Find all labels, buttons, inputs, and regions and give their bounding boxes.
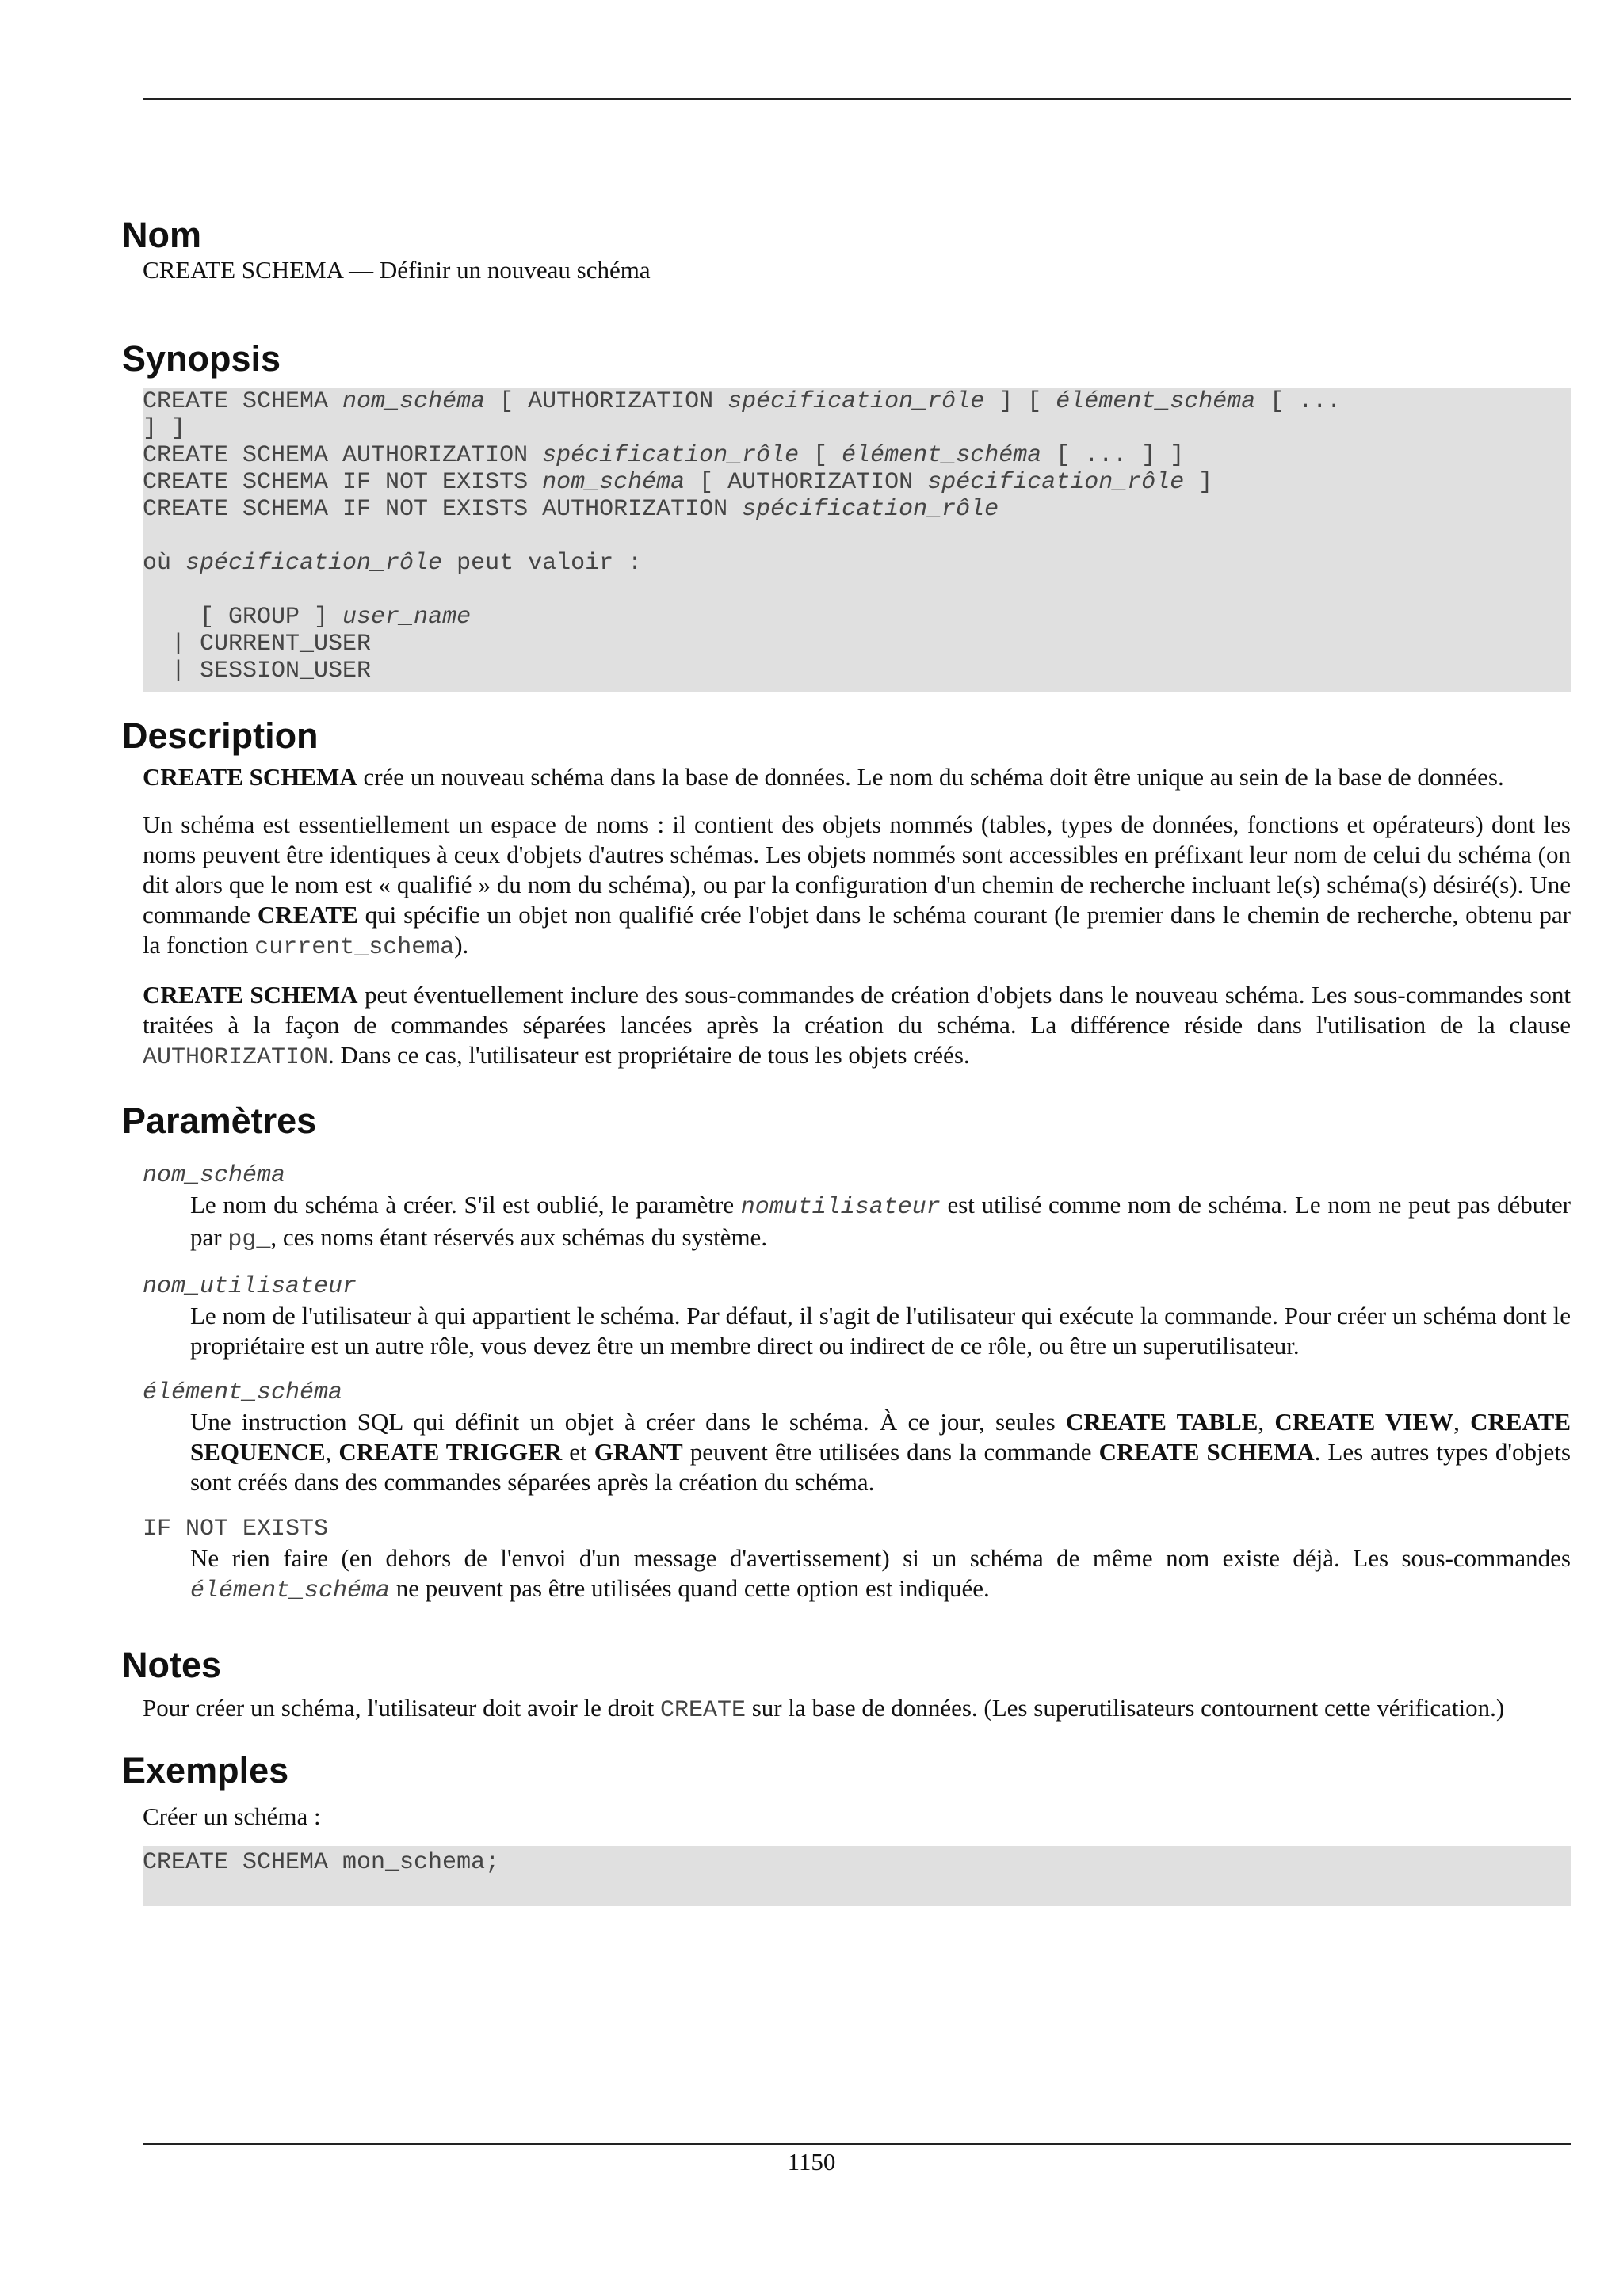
section-heading-synopsis: Synopsis: [122, 338, 281, 379]
param-def-nom-utilisateur: Le nom de l'utilisateur à qui appartient le schéma. Par défaut, il s'agit de l'utilisateur qui exécute la commande. Pour créer un schéma dont le propriétaire est un autre rôle, vous devez être un membre direct ou indirect de ce rôle, ou être un superutilisateur.: [190, 1302, 1571, 1360]
section-heading-notes: Notes: [122, 1645, 222, 1685]
section-heading-exemples: Exemples: [122, 1750, 289, 1791]
section-heading-parametres: Paramètres: [122, 1100, 317, 1141]
example-code-block: CREATE SCHEMA mon_schema;: [143, 1846, 1571, 1906]
notes-paragraph: Pour créer un schéma, l'utilisateur doit avoir le droit CREATE sur la base de données. (Les superutilisateurs contournent cette vérification.): [143, 1694, 1505, 1724]
param-def-nom-schema: Le nom du schéma à créer. S'il est oublié, le paramètre nomutilisateur est utilisé comme nom de schéma. Le nom ne peut pas débuter par pg_, ces noms étant réservés aux schémas du système.: [190, 1191, 1571, 1253]
document-body: [122, 214, 1571, 1906]
top-rule: [143, 98, 1571, 100]
synopsis-code-block: CREATE SCHEMA nom_schéma [ AUTHORIZATION spécification_rôle ] [ élément_schéma [ ... ] ] CREATE SCHEMA AUTHORIZATION spécification_rôle [ élément_schéma [ ... ] ] CREATE SCHEMA IF NOT EXISTS nom_schéma [ AUTHORIZATION spécification_rôle ] CREATE SCHEMA IF NOT EXISTS AUTHORIZATION spécification_rôle où spécification_rôle peut valoir : [ GROUP ] user_name | CURRENT_USER | SESSION_USER: [143, 388, 1571, 692]
exemples-intro: Créer un schéma :: [143, 1802, 321, 1830]
param-term-nom-schema: nom_schéma: [143, 1162, 286, 1189]
nom-text: CREATE SCHEMA — Définir un nouveau schéma: [143, 256, 651, 284]
param-term-element-schema: élément_schéma: [143, 1379, 343, 1406]
param-term-nom-utilisateur: nom_utilisateur: [143, 1273, 357, 1300]
description-paragraph-2: Un schéma est essentiellement un espace de noms : il contient des objets nommés (tables, types de données, fonctions et opérateurs) dont les noms peuvent être identiques à ceux d'objets d'autres schémas. Les objets nommés sont accessibles en préfixant leur nom de celui du schéma (on dit alors que le nom est « qualifié » du nom du schéma), ou par la configuration d'un chemin de recherche incluant le(s) schéma(s) désiré(s). Une commande CREATE qui spécifie un objet non qualifié crée l'objet dans le schéma courant (le premier dans le chemin de recherche, obtenu par la fonction current_schema).: [143, 810, 1571, 961]
description-paragraph-1: CREATE SCHEMA crée un nouveau schéma dans la base de données. Le nom du schéma doit être unique au sein de la base de données.: [143, 763, 1504, 791]
param-term-if-not-exists: IF NOT EXISTS: [143, 1516, 329, 1543]
param-def-if-not-exists: Ne rien faire (en dehors de l'envoi d'un message d'avertissement) si un schéma de même nom existe déjà. Les sous-commandes élément_schéma ne peuvent pas être utilisées quand cette option est indiquée.: [190, 1544, 1571, 1604]
section-heading-description: Description: [122, 715, 319, 756]
bottom-rule: [143, 2143, 1571, 2145]
page-number: 1150: [787, 2148, 836, 2176]
description-paragraph-3: CREATE SCHEMA peut éventuellement inclure des sous-commandes de création d'objets dans le nouveau schéma. Les sous-commandes sont traitées à la façon de commandes séparées lancées après la création du schéma. La différence réside dans l'utilisation de la clause AUTHORIZATION. Dans ce cas, l'utilisateur est propriétaire de tous les objets créés.: [143, 981, 1571, 1071]
section-heading-nom: Nom: [122, 215, 201, 255]
parameters-list: [143, 1161, 1571, 1606]
param-def-element-schema: Une instruction SQL qui définit un objet à créer dans le schéma. À ce jour, seules CREATE TABLE, CREATE VIEW, CREATE SEQUENCE, CREATE TRIGGER et GRANT peuvent être utilisées dans la commande CREATE SCHEMA. Les autres types d'objets sont créés dans des commandes séparées après la création du schéma.: [190, 1408, 1571, 1496]
